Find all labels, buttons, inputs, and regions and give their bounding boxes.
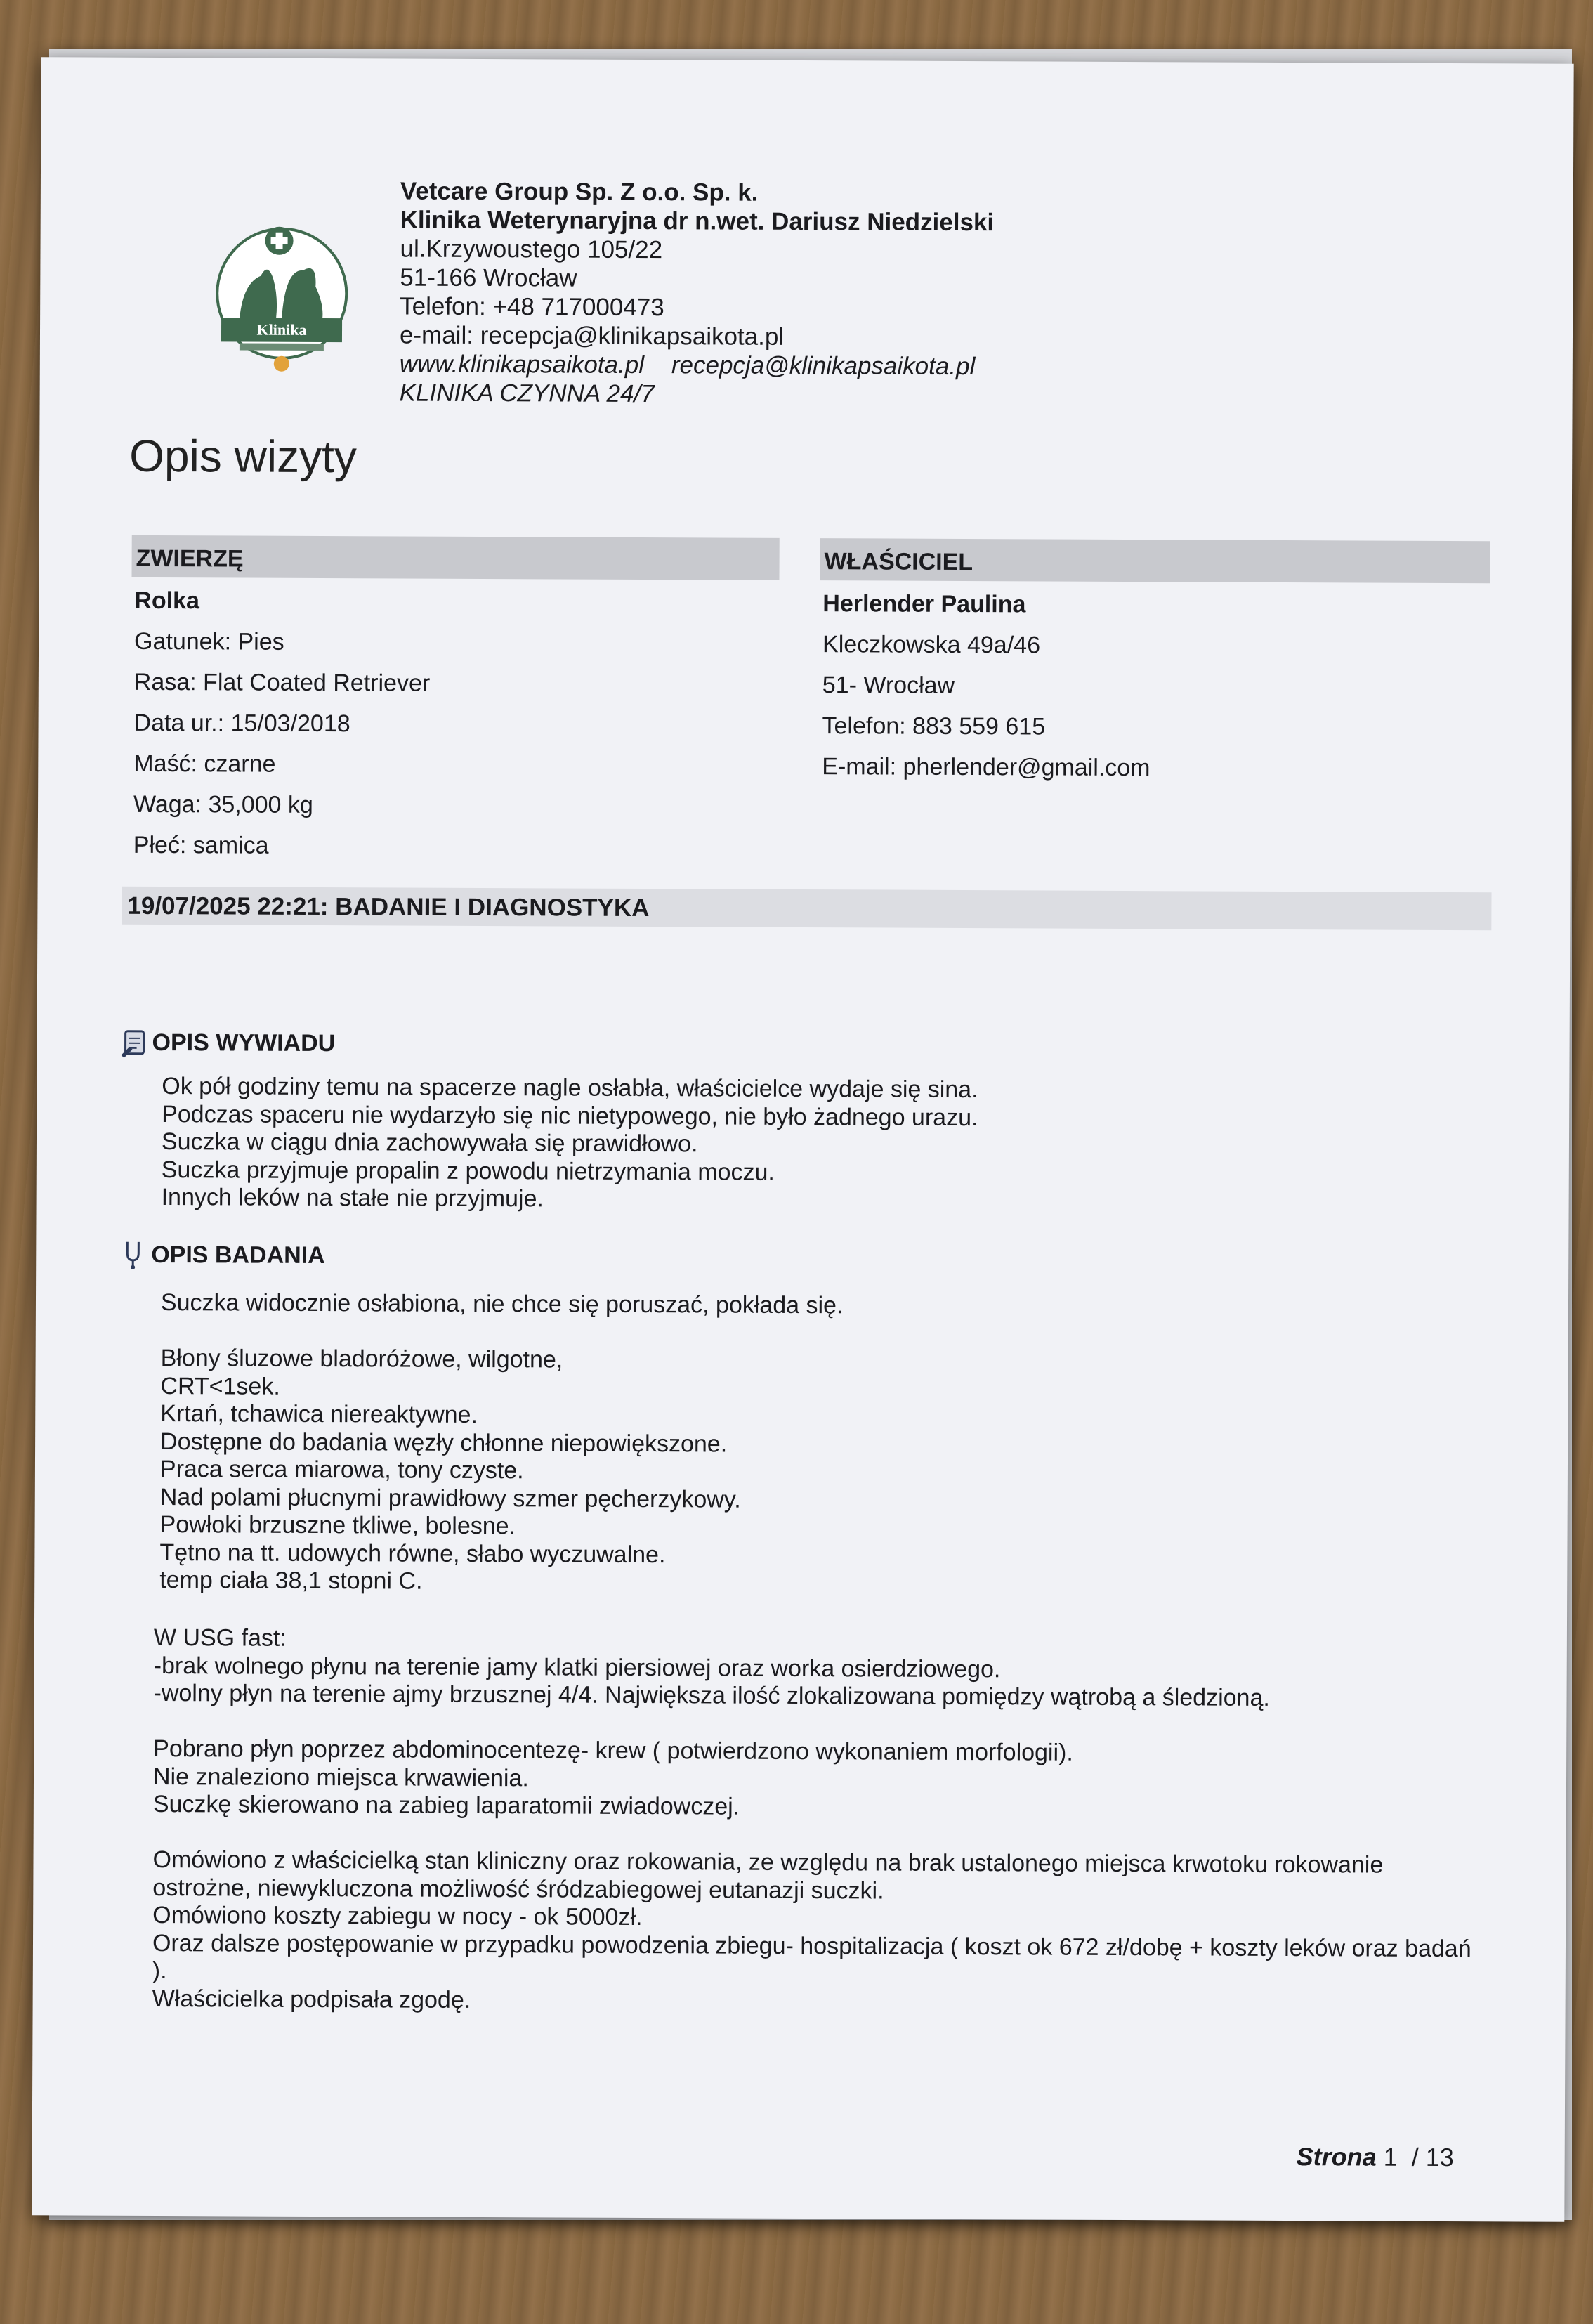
animal-details [133, 580, 431, 867]
animal-color: Maść: czarne [133, 750, 276, 778]
owner-phone: Telefon: 883 559 615 [822, 712, 1046, 740]
owner-address: Kleczkowska 49a/46 [822, 631, 1041, 659]
exam-text: Suczka widocznie osłabiona, nie chce się poruszać, pokłada się. Błony śluzowe bladoróżowe, wilgotne, CRT<1sek. Krtań, tchawica niereaktywne. Dostępne do badania węzły chłonne niepowiększone. Praca serca miarowa, tony czyste. Nad polami płucnymi prawidłowy szmer pęcherzykowy. Powłoki brzuszne tkliwe, bolesne. Tętno na tt. udowych równe, słabo wyczuwalne. temp ciała 38,1 stopni C. [159, 1289, 844, 1595]
owner-name: Herlender Paulina [822, 590, 1026, 618]
clinic-email-italic: recepcja@klinikapsaikota.pl [671, 351, 976, 381]
animal-breed: Rasa: Flat Coated Retriever [133, 668, 431, 697]
clinic-hours: KLINIKA CZYNNA 24/7 [399, 379, 655, 408]
animal-heading: ZWIERZĘ [131, 535, 779, 580]
visit-header: 19/07/2025 22:21: BADANIE I DIAGNOSTYKA [122, 887, 1491, 931]
notepad-icon [119, 1027, 148, 1058]
interview-text: Ok pół godziny temu na spacerze nagle osłabła, właścicielce wydaje się sina. Podczas spaceru nie wydarzyło się nic nietypowego, nie było żadnego urazu. Suczka w ciągu dnia zachowywała się prawidłowo. Suczka przyjmuje propalin z powodu nietrzymania moczu. Innych leków na stałe nie przyjmuje. [161, 1073, 978, 1213]
page-current: 1 [1383, 2142, 1398, 2172]
clinic-header [400, 176, 995, 410]
clinic-phone: Telefon: +48 717000473 [400, 292, 664, 322]
document-page [32, 57, 1573, 2221]
interview-title: OPIS WYWIADU [152, 1029, 336, 1057]
animal-weight: Waga: 35,000 kg [133, 790, 313, 818]
owner-email: E-mail: pherlender@gmail.com [822, 753, 1150, 782]
owner-details [822, 583, 1150, 788]
animal-sex: Płeć: samica [133, 831, 269, 859]
clinic-name: Klinika Weterynaryjna dr n.wet. Dariusz Niedzielski [400, 206, 995, 237]
animal-species: Gatunek: Pies [134, 627, 284, 655]
exam-heading [119, 1239, 325, 1271]
page-total: / 13 [1411, 2142, 1454, 2172]
clinic-city: 51-166 Wrocław [400, 263, 577, 292]
animal-dob: Data ur.: 15/03/2018 [133, 709, 350, 738]
owner-city: 51- Wrocław [822, 672, 955, 699]
page-number [1297, 2142, 1454, 2172]
clinic-logo [211, 219, 353, 381]
clinic-email: e-mail: recepcja@klinikapsaikota.pl [399, 321, 785, 351]
clinic-street: ul.Krzywoustego 105/22 [400, 235, 663, 264]
stethoscope-icon [119, 1239, 147, 1270]
company-name: Vetcare Group Sp. Z o.o. Sp. k. [400, 177, 759, 207]
interview-heading [119, 1027, 335, 1059]
usg-and-plan-text: W USG fast: -brak wolnego płynu na terenie jamy klatki piersiowej oraz worka osierdziowego. -wolny płyn na terenie ajmy brzusznej 4/4. Największa ilość zlokalizowana pomiędzy wątrobą a śledzioną. Pobrano płyn poprzez abdominocentezę- krew ( potwierdzono wykonaniem morfologii). Nie znaleziono miejsca krwawienia. Suczkę skierowano na zabieg laparatomii zwiadowczej. Omówiono z właścicielką stan kliniczny oraz rokowania, ze względu na brak ustalonego miejsca krwotoku rokowanie ostrożne, niewykluczona możliwość śródzabiegowej eutanazji suczki. Omówiono koszty zabiegu w nocy - ok 5000zł. Oraz dalsze postępowanie w przypadku powodzenia zbiegu- hospitalizacja ( koszt ok 672 zł/dobę + koszty leków oraz badań ). Właścicielka podpisała zgodę. [152, 1624, 1479, 2013]
page-label: Strona [1296, 2142, 1377, 2172]
clinic-web-line [400, 349, 994, 381]
svg-text:Klinika: Klinika [256, 320, 307, 339]
exam-title: OPIS BADANIA [151, 1241, 325, 1269]
owner-heading: WŁAŚCICIEL [820, 538, 1490, 583]
page-title: Opis wizyty [129, 430, 357, 483]
animal-name: Rolka [134, 587, 200, 615]
clinic-website: www.klinikapsaikota.pl [399, 350, 645, 379]
